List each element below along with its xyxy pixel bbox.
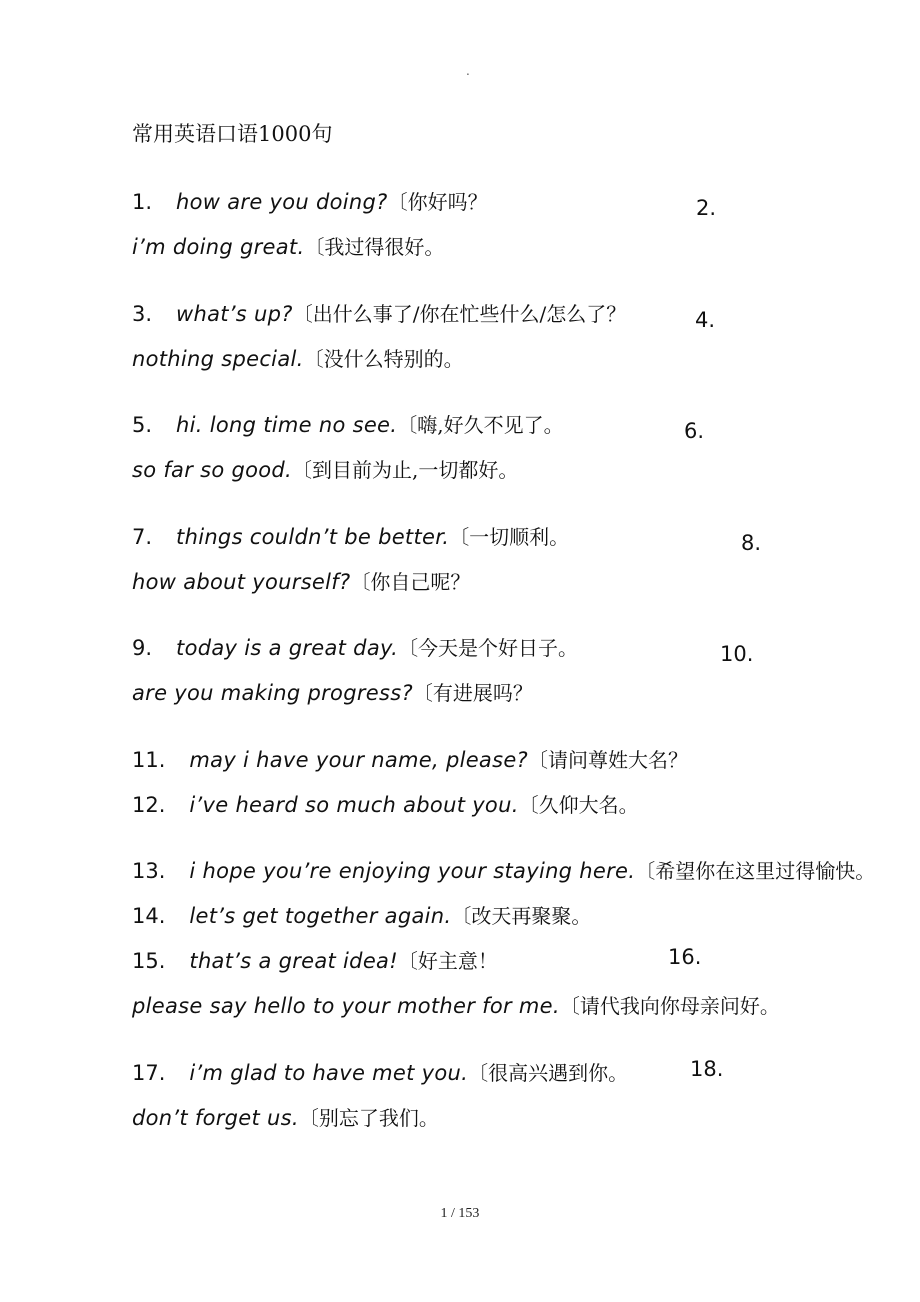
item-chinese: 〔到目前为止,一切都好。 (292, 458, 519, 482)
phrase-continuation (132, 990, 780, 1019)
item-chinese: 〔请问尊姓大名？ (528, 748, 689, 772)
phrase-continuation (132, 454, 518, 483)
item-number: 6. (684, 419, 705, 443)
item-chinese: 〔我过得很好。 (304, 235, 445, 259)
phrase-line (132, 900, 591, 929)
phrase-item-wrapped (668, 945, 725, 969)
item-english: i hope you’re enjoying your staying here. (189, 859, 636, 883)
phrase-line (132, 521, 569, 550)
item-number: 10. (720, 642, 754, 666)
item-number: 8. (741, 531, 762, 555)
phrase-item-wrapped (696, 186, 880, 232)
phrase-line (132, 298, 626, 327)
phrase-line (132, 789, 639, 818)
item-number: 14. (132, 904, 166, 928)
item-chinese: 〔希望你在这里过得愉快。 (635, 859, 876, 883)
item-number: 16. (668, 945, 702, 969)
item-english: nothing special. (132, 347, 304, 371)
item-number: 18. (690, 1057, 724, 1081)
item-number: 1. (132, 190, 153, 214)
item-number: 4. (695, 308, 716, 332)
phrase-item-wrapped (741, 521, 880, 567)
item-english: are you making progress? (132, 681, 413, 705)
item-chinese: 〔今天是个好日子。 (398, 636, 579, 660)
phrase-line (132, 945, 498, 974)
item-chinese: 〔出什么事了/你在忙些什么/怎么了？ (292, 302, 627, 326)
item-english: don’t forget us. (132, 1106, 299, 1130)
item-number: 2. (696, 196, 717, 220)
phrase-item-wrapped (720, 632, 880, 678)
item-chinese: 〔很高兴遇到你。 (468, 1061, 629, 1085)
item-chinese: 〔嗨,好久不见了。 (397, 413, 564, 437)
item-english: that’s a great idea! (189, 949, 398, 973)
item-chinese: 〔你自己呢？ (350, 570, 471, 594)
phrase-line (132, 409, 564, 438)
item-chinese: 〔一切顺利。 (449, 525, 570, 549)
phrase-line (132, 632, 578, 661)
item-english: i’ve heard so much about you. (189, 793, 519, 817)
item-chinese: 〔别忘了我们。 (298, 1106, 439, 1130)
item-number: 13. (132, 859, 166, 883)
item-english: so far so good. (132, 458, 293, 482)
page-number: 1 / 153 (440, 1206, 480, 1221)
phrase-item-wrapped (695, 298, 880, 344)
item-english: please say hello to your mother for me. (132, 994, 560, 1018)
item-english: hi. long time no see. (176, 413, 398, 437)
item-english: i’m glad to have met you. (189, 1061, 469, 1085)
phrase-item-wrapped (684, 409, 880, 455)
phrase-item-wrapped (690, 1057, 747, 1081)
item-english: today is a great day. (176, 636, 399, 660)
item-english: things couldn’t be better. (176, 525, 450, 549)
item-english: may i have your name, please? (189, 748, 529, 772)
item-english: let’s get together again. (189, 904, 452, 928)
phrase-line (132, 855, 875, 884)
item-chinese: 〔久仰大名。 (518, 793, 639, 817)
phrase-continuation (132, 1102, 439, 1131)
item-number: 5. (132, 413, 153, 437)
phrase-line (132, 744, 688, 773)
item-chinese: 〔好主意！ (397, 949, 498, 973)
phrase-continuation (132, 231, 444, 260)
phrase-continuation (132, 566, 470, 595)
item-chinese: 〔你好吗？ (387, 190, 488, 214)
item-number: 15. (132, 949, 166, 973)
item-chinese: 〔改天再聚聚。 (451, 904, 592, 928)
phrase-line (132, 186, 488, 215)
item-chinese: 〔有进展吗？ (412, 681, 533, 705)
item-english: i’m doing great. (132, 235, 305, 259)
phrase-continuation (132, 343, 464, 372)
item-number: 3. (132, 302, 153, 326)
item-english: how about yourself? (132, 570, 351, 594)
phrase-line (132, 1057, 628, 1086)
page-title: 常用英语口语1000句 (132, 122, 333, 146)
header-dot: . (466, 64, 470, 78)
item-english: how are you doing? (176, 190, 388, 214)
item-english: what’s up? (176, 302, 293, 326)
item-number: 11. (132, 748, 166, 772)
item-number: 7. (132, 525, 153, 549)
item-chinese: 〔没什么特别的。 (303, 347, 464, 371)
phrase-continuation (132, 677, 533, 706)
item-number: 12. (132, 793, 166, 817)
item-chinese: 〔请代我向你母亲问好。 (559, 994, 780, 1018)
item-number: 9. (132, 636, 153, 660)
item-number: 17. (132, 1061, 166, 1085)
